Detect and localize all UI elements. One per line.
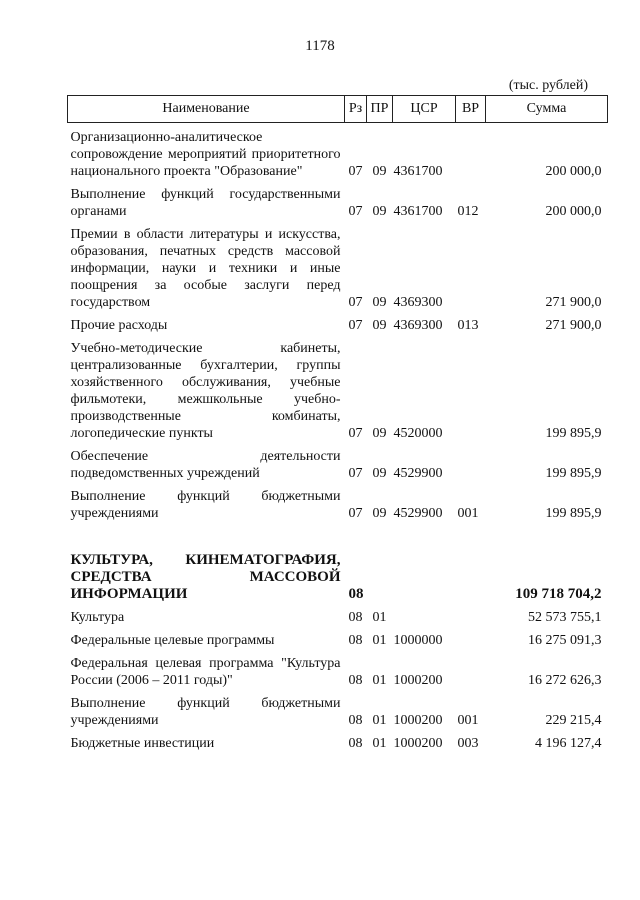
item-pr: 09 <box>372 318 387 333</box>
item-vr <box>456 603 486 626</box>
item-csr: 4361700 <box>393 204 443 219</box>
header-name: Наименование <box>68 96 345 123</box>
item-name: Федеральные целевые программы <box>70 633 275 648</box>
item-name: Обеспечение деятельности подведомственных учреждений <box>70 449 341 481</box>
item-csr: 4361700 <box>393 164 443 179</box>
item-pr: 01 <box>372 673 387 688</box>
table-row <box>68 482 608 522</box>
item-rz: 08 <box>348 586 364 602</box>
item-rz: 07 <box>348 295 363 310</box>
item-name: Культура <box>70 610 125 625</box>
units-label: (тыс. рублей) <box>508 78 588 93</box>
item-sum: 4 196 127,4 <box>535 736 602 751</box>
item-csr: 1000200 <box>393 673 443 688</box>
item-name: Учебно-методические кабинеты, централизованные бухгалтерии, группы хозяйственного обслуживания, учебные фильмотеки, межшкольные учебно-производственные комбинаты, логопедические пункты <box>70 341 341 441</box>
item-pr: 09 <box>372 466 387 481</box>
item-pr: 01 <box>372 610 387 625</box>
item-vr: 003 <box>457 736 479 751</box>
item-name: КУЛЬТУРА, КИНЕМАТОГРАФИЯ, СРЕДСТВА МАССОВОЙ ИНФОРМАЦИИ <box>70 552 341 602</box>
header-csr: ЦСР <box>393 96 456 123</box>
item-vr <box>456 123 486 181</box>
item-rz: 08 <box>348 610 363 625</box>
item-rz: 08 <box>348 673 363 688</box>
header-rz: Рз <box>345 96 367 123</box>
item-sum: 52 573 755,1 <box>528 610 602 625</box>
item-sum: 16 272 626,3 <box>528 673 602 688</box>
header-sum: Сумма <box>486 96 608 123</box>
item-rz: 07 <box>348 506 363 521</box>
item-sum: 16 275 091,3 <box>528 633 602 648</box>
header-pr: ПР <box>367 96 393 123</box>
item-vr: 013 <box>457 318 479 333</box>
item-vr <box>456 220 486 311</box>
table-row <box>68 603 608 626</box>
item-csr: 1000000 <box>393 633 443 648</box>
item-name: Выполнение функций государственными органами <box>70 187 341 219</box>
table-row <box>68 729 608 752</box>
item-rz: 07 <box>348 164 363 179</box>
page-number: 1178 <box>305 38 335 54</box>
item-pr: 09 <box>372 506 387 521</box>
item-vr <box>456 649 486 689</box>
item-name: Организационно-аналитическое сопровождение мероприятий приоритетного национального проекта "Образование" <box>70 130 341 179</box>
item-pr: 01 <box>372 736 387 751</box>
item-vr <box>456 626 486 649</box>
table-row <box>68 626 608 649</box>
item-sum: 199 895,9 <box>545 466 602 481</box>
table-row <box>68 442 608 482</box>
item-pr: 09 <box>372 295 387 310</box>
header-vr: ВР <box>456 96 486 123</box>
spacer-cell <box>68 522 608 546</box>
table-row <box>68 180 608 220</box>
table-header <box>68 96 608 123</box>
table-row <box>68 649 608 689</box>
item-name: Бюджетные инвестиции <box>70 736 215 751</box>
item-sum: 200 000,0 <box>545 204 602 219</box>
item-csr: 4529900 <box>393 466 443 481</box>
table-row <box>68 220 608 311</box>
item-rz: 07 <box>348 318 363 333</box>
item-pr <box>367 546 393 603</box>
item-pr: 09 <box>372 426 387 441</box>
item-csr: 4529900 <box>393 506 443 521</box>
item-rz: 07 <box>348 204 363 219</box>
item-vr: 001 <box>457 713 479 728</box>
item-name: Прочие расходы <box>70 318 168 333</box>
item-csr: 1000200 <box>393 713 443 728</box>
table-row <box>68 311 608 334</box>
item-sum: 199 895,9 <box>545 426 602 441</box>
item-name: Федеральная целевая программа "Культура России (2006 – 2011 годы)" <box>70 656 341 688</box>
item-sum: 200 000,0 <box>545 164 602 179</box>
table-row <box>68 123 608 181</box>
item-vr: 012 <box>457 204 479 219</box>
item-sum: 229 215,4 <box>545 713 602 728</box>
item-csr <box>393 603 456 626</box>
item-rz: 08 <box>348 633 363 648</box>
item-name: Выполнение функций бюджетными учреждениями <box>70 489 341 521</box>
table-row <box>68 689 608 729</box>
item-pr: 09 <box>372 204 387 219</box>
item-vr: 001 <box>457 506 479 521</box>
item-csr: 4520000 <box>393 426 443 441</box>
item-rz: 07 <box>348 426 363 441</box>
item-sum: 271 900,0 <box>545 295 602 310</box>
item-pr: 01 <box>372 713 387 728</box>
item-csr <box>393 546 456 603</box>
budget-table <box>67 95 608 752</box>
spacer-row <box>68 522 608 546</box>
item-vr <box>456 442 486 482</box>
item-sum: 271 900,0 <box>545 318 602 333</box>
item-name: Премии в области литературы и искусства, образования, печатных средств массовой информации, науки и техники и иные поощрения за особые заслуги перед государством <box>70 227 341 310</box>
item-name: Выполнение функций бюджетными учреждениями <box>70 696 341 728</box>
item-pr: 01 <box>372 633 387 648</box>
table-row <box>68 334 608 442</box>
section-row <box>68 546 608 603</box>
item-vr <box>456 334 486 442</box>
item-sum: 199 895,9 <box>545 506 602 521</box>
table-body <box>68 123 608 753</box>
item-rz: 08 <box>348 736 363 751</box>
item-pr: 09 <box>372 164 387 179</box>
item-rz: 07 <box>348 466 363 481</box>
item-vr <box>456 546 486 603</box>
item-csr: 4369300 <box>393 295 443 310</box>
item-csr: 1000200 <box>393 736 443 751</box>
item-csr: 4369300 <box>393 318 443 333</box>
item-sum: 109 718 704,2 <box>515 586 602 602</box>
item-rz: 08 <box>348 713 363 728</box>
